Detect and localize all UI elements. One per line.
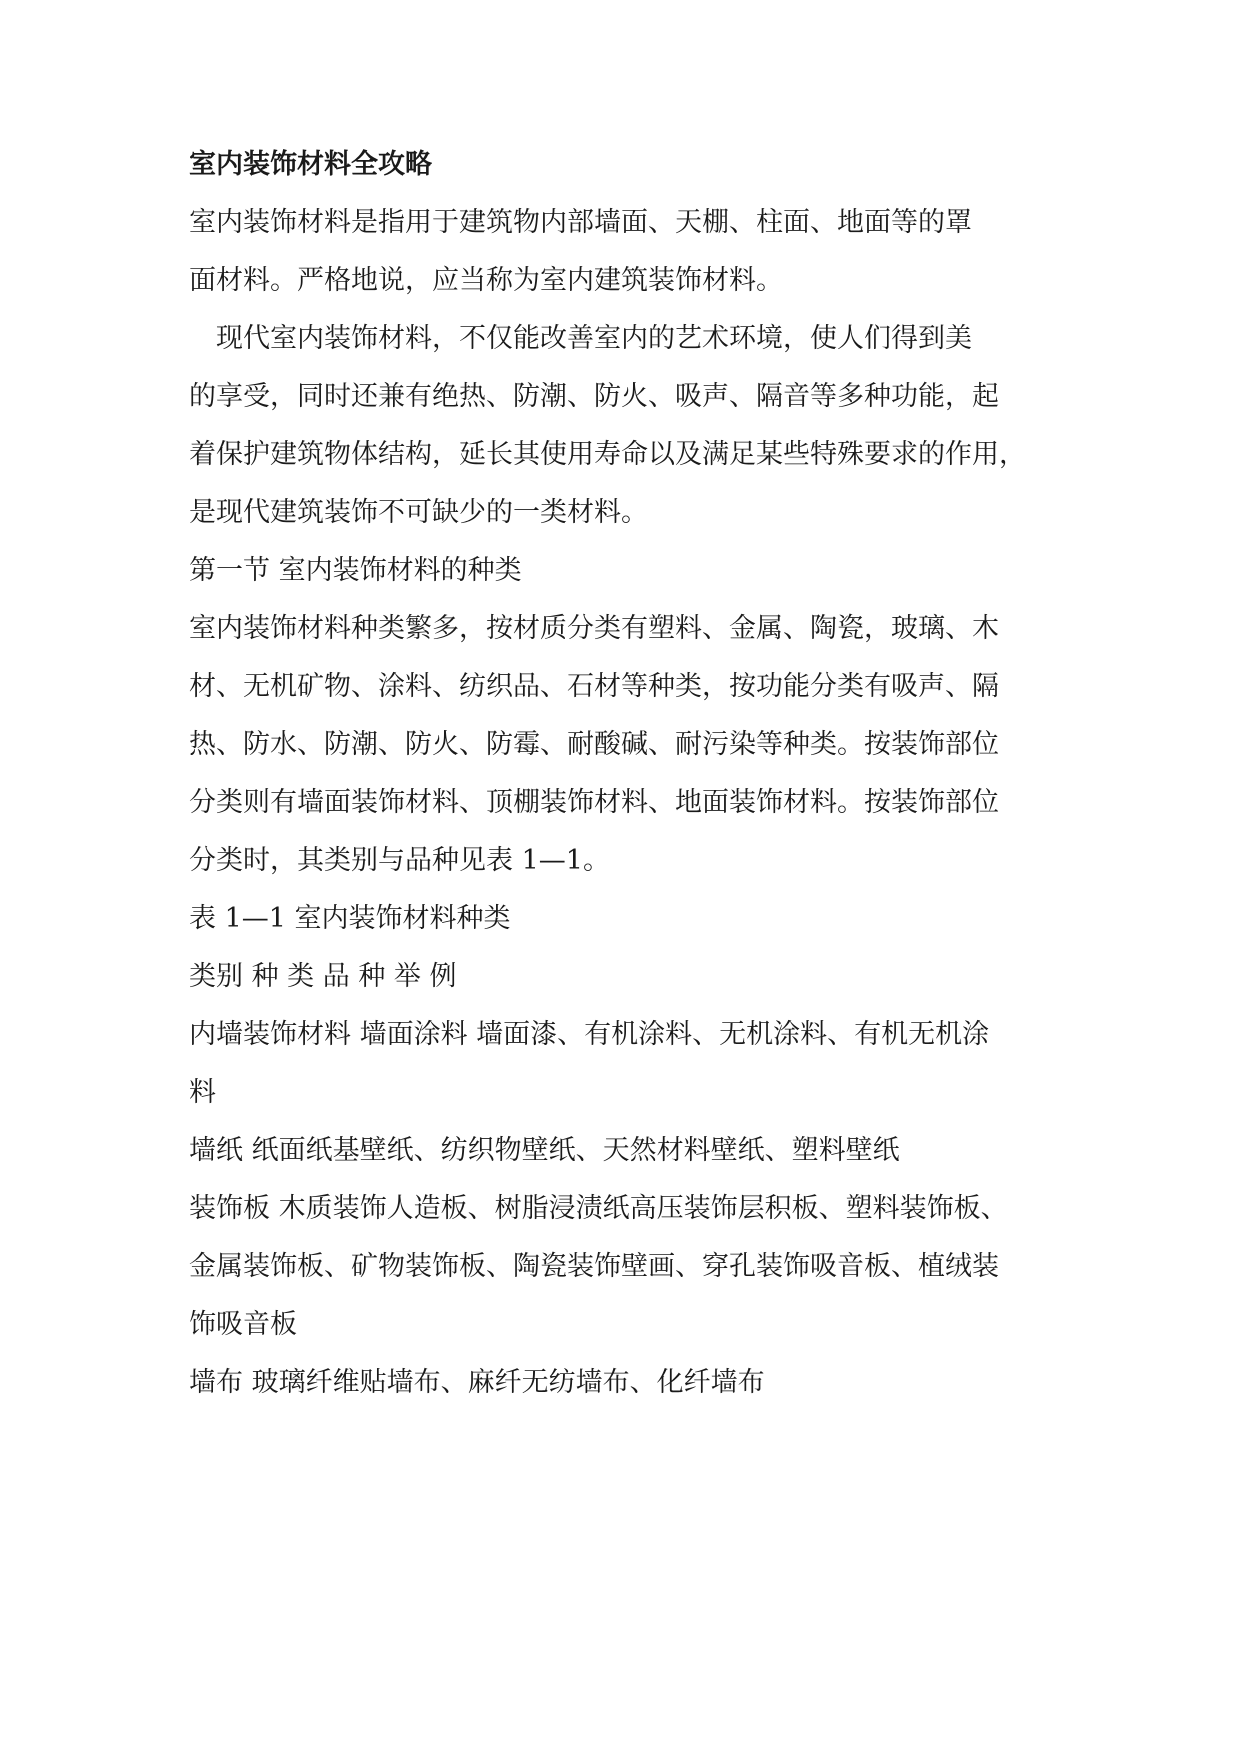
paragraph-line: 面材料。严格地说，应当称为室内建筑装饰材料。 (189, 265, 783, 296)
paragraph-line: 材、无机矿物、涂料、纺织品、石材等种类，按功能分类有吸声、隔 (189, 671, 999, 702)
paragraph-line: 热、防水、防潮、防火、防霉、耐酸碱、耐污染等种类。按装饰部位 (189, 729, 999, 760)
paragraph-line: 现代室内装饰材料，不仅能改善室内的艺术环境，使人们得到美 (189, 323, 972, 354)
paragraph-line: 着保护建筑物体结构，延长其使用寿命以及满足某些特殊要求的作用， (189, 439, 1026, 470)
table-caption: 表 1—1 室内装饰材料种类 (189, 903, 511, 934)
paragraph-line: 的享受，同时还兼有绝热、防潮、防火、吸声、隔音等多种功能，起 (189, 381, 999, 412)
paragraph-line: 室内装饰材料种类繁多，按材质分类有塑料、金属、陶瓷，玻璃、木 (189, 613, 999, 644)
table-row-line: 装饰板 木质装饰人造板、树脂浸渍纸高压装饰层积板、塑料装饰板、 (189, 1193, 1008, 1224)
table-row-line: 内墙装饰材料 墙面涂料 墙面漆、有机涂料、无机涂料、有机无机涂 (189, 1019, 990, 1050)
table-row-line: 料 (189, 1077, 216, 1108)
table-row-line: 饰吸音板 (189, 1309, 297, 1340)
paragraph-line: 分类则有墙面装饰材料、顶棚装饰材料、地面装饰材料。按装饰部位 (189, 787, 999, 818)
document-title: 室内装饰材料全攻略 (189, 149, 432, 180)
table-header-line: 类别 种 类 品 种 举 例 (189, 961, 457, 992)
table-row-line: 墙纸 纸面纸基壁纸、纺织物壁纸、天然材料壁纸、塑料壁纸 (189, 1135, 900, 1166)
table-row-line: 墙布 玻璃纤维贴墙布、麻纤无纺墙布、化纤墙布 (189, 1367, 765, 1398)
paragraph-line: 室内装饰材料是指用于建筑物内部墙面、天棚、柱面、地面等的罩 (189, 207, 972, 238)
table-row-line: 金属装饰板、矿物装饰板、陶瓷装饰壁画、穿孔装饰吸音板、植绒装 (189, 1251, 999, 1282)
paragraph-line: 是现代建筑装饰不可缺少的一类材料。 (189, 497, 648, 528)
section-heading: 第一节 室内装饰材料的种类 (189, 555, 522, 586)
paragraph-line: 分类时，其类别与品种见表 1—1。 (189, 845, 610, 876)
